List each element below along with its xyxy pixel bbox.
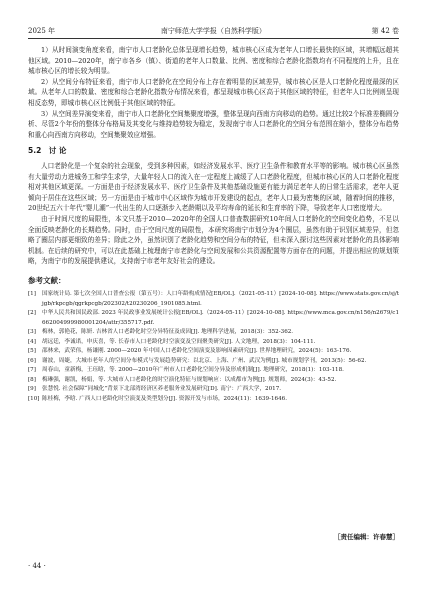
running-header bbox=[28, 24, 399, 36]
section-title-discussion: 5.2 讨 论 bbox=[28, 146, 67, 156]
reference-text: 国家统计局. 第七次全国人口普查公报（第五号）：人口年龄构成情况[EB/OL].（2021-05-11）[2024-10-08]. https://www.stats.gov.cn/sj/tjgb/rkpcgb/qgrkpcgb/202302/t20230206_1901085.html. bbox=[42, 291, 399, 307]
reference-item bbox=[28, 366, 399, 376]
reference-item bbox=[28, 290, 399, 309]
reference-item bbox=[28, 385, 399, 395]
conclusion-paragraph-1: 1）从时间演变角度来看，南宁市人口老龄化总体呈现增长趋势，城市核心区成为老年人口增长最快的区域，其增幅远超其他区域。2010—2020年，南宁市各乡（镇）、街道的老年人口数量、比例、密度和综合老龄化指数均有不同程度的上升，且在城市核心区的增长较为明显。 bbox=[28, 46, 399, 76]
reference-item bbox=[28, 328, 399, 338]
reference-text: 陈桂梅，李晗. 广西人口老龄化时空演变及类型划分[J]. 资源开发与市场，2024(11)：1639-1646. bbox=[42, 395, 287, 402]
reference-text: 周春山，童新梅，王珏晗，等. 2000—2010年广州市人口老龄化空间分异及形成机制[J]. 地理研究，2018(1)：103-118. bbox=[42, 367, 344, 374]
reference-text: 胡远廷，李诚诺，申庆喜，等. 长春市人口老龄化时空演变及空间聚类研究[J]. 人文地理，2018(3)：104-111. bbox=[42, 338, 316, 345]
discussion-paragraph-2: 由于时间尺度的局限性，本文只基于2010—2020年的全国人口普查数据研究10年间人口老龄化的空间变化趋势，不足以全面反映老龄化的长期趋势。同时，由于空间尺度的局限性，本研究将南宁市划分为4个圈层，虽然有助于识别区域差异，但忽略了圈层内部更细致的差异；除此之外，虽然识别了老龄化趋势和空间分布的特征，但未深入探讨这些因素对老龄化的具体影响机制。在后续的研究中，可以在此基础上梳理南宁市老龄化与空间发展和公共资源配置等方面存在的问题，并提出相应的规划策略，为南宁市的发展提供建议，支持南宁市老年友好社会的建设。 bbox=[28, 214, 399, 266]
reference-number: [6] bbox=[28, 357, 36, 364]
reference-item bbox=[28, 309, 399, 328]
discussion-paragraph-1: 人口老龄化是一个复杂的社会现象，受到多种因素，如经济发展水平、医疗卫生条件和教育水平等的影响。城市核心区虽然有大量劳动力进城务工和学生求学，大量年轻人口的流入在一定程度上减缓了人口老龄化程度，但城市核心区的人口老龄化程度相对其他区域更深。一方面是由于经济发展水平、医疗卫生条件及其他基础设施更有能力满足老年人的日常生活需求，老年人更倾向于居住在这些区域；另一方面是由于城市中心区域作为城市开发建设的起点，老年人口最为密集的区域，随着时间的推移，20世纪五六十年代“婴儿潮”一代出生的人口逐渐步入老龄期以及平均寿命的延长和生育率的下降，导致老年人口密度增大。 bbox=[28, 161, 399, 213]
reference-text: 梅林，郭艳花，陈妍. 吉林省人口老龄化时空分异特征及成因[J]. 地理科学进展，2018(3)：352-362. bbox=[42, 329, 294, 336]
reference-number: [4] bbox=[28, 338, 36, 345]
references-title: 参考文献： bbox=[28, 275, 66, 285]
reference-item bbox=[28, 357, 399, 367]
reference-item bbox=[28, 376, 399, 386]
reference-number: [7] bbox=[28, 367, 36, 374]
reference-number: [1] bbox=[28, 291, 36, 298]
reference-text: 梅琳强，谢凯，杨娟，等. 大城市人口老龄化的时空演化特征与规划响应：以成都市为例[J]. 规划师，2024(3)：43-52. bbox=[42, 376, 337, 383]
header-year: 2025 年 bbox=[28, 27, 56, 35]
reference-number: [5] bbox=[28, 348, 36, 355]
responsible-editor: ［责任编辑：许春慧］ bbox=[334, 533, 399, 541]
conclusion-paragraph-2: 2）从空间分布特征来看，南宁市人口老龄化在空间分布上存在着明显的区域差异，城市核心区是人口老龄化程度最深的区域。从老年人口的数量、密度和综合老龄化指数分布情况来看，都呈现城市核心区高于其他区域的特征，但老年人口比例则呈现相反态势，即城市核心区比例低于其他区域的特征。 bbox=[28, 77, 399, 107]
article-content bbox=[28, 45, 399, 404]
reference-list bbox=[28, 290, 399, 404]
reference-text: 中华人民共和国民政部. 2023 年民政事业发展统计公报[EB/OL].（2024-05-11）[2024-10-08]. https://www.mca.gov.cn/n156/n2679/c1662004999980001204/attr/355717.pdf. bbox=[42, 310, 399, 326]
reference-number: [3] bbox=[28, 329, 36, 336]
reference-number: [10] bbox=[28, 395, 40, 402]
reference-number: [2] bbox=[28, 310, 36, 317]
reference-number: [9] bbox=[28, 386, 36, 393]
header-journal: 南宁师范大学学报（自然科学版） bbox=[160, 27, 266, 35]
header-volume: 第 42 卷 bbox=[371, 27, 399, 35]
page-number: · 44 · bbox=[28, 562, 46, 570]
reference-text: 谢波，周婕，大城市老年人的空间分布模式与发展趋势研究：以北京、上海、广州、武汉为例[J]. 城市规划学刊，2013(5)：56-62. bbox=[42, 357, 367, 364]
conclusion-paragraph-3: 3）从空间差异演变来看，南宁市人口老龄化空间集聚度增强，整体呈现向西南方向移动的趋势。通过比较2个标准差椭圆分析、尽管2个年份的整体分布格局及其变化与维持趋势较为稳定，发现南宁市人口老龄化的空间分布范围在缩小，整体分布趋势和重心向西南方向移动，空间集聚效应增强。 bbox=[28, 109, 399, 139]
reference-item bbox=[28, 338, 399, 348]
reference-item bbox=[28, 347, 399, 357]
reference-number: [8] bbox=[28, 376, 36, 383]
header-rule bbox=[28, 38, 399, 39]
reference-item bbox=[28, 395, 399, 405]
reference-text: 张慧悦. 社会保障“同城化”背景下北部湾经济区养老服务业发展研究[D]. 南宁：广西大学，2017. bbox=[42, 386, 282, 393]
reference-text: 邵林来，武荣伟，杨谦刚. 2000—2020 年中国人口老龄化空间演变及影响因素研究[J]. 世界地理研究，2024(5)：163-176. bbox=[42, 348, 352, 355]
